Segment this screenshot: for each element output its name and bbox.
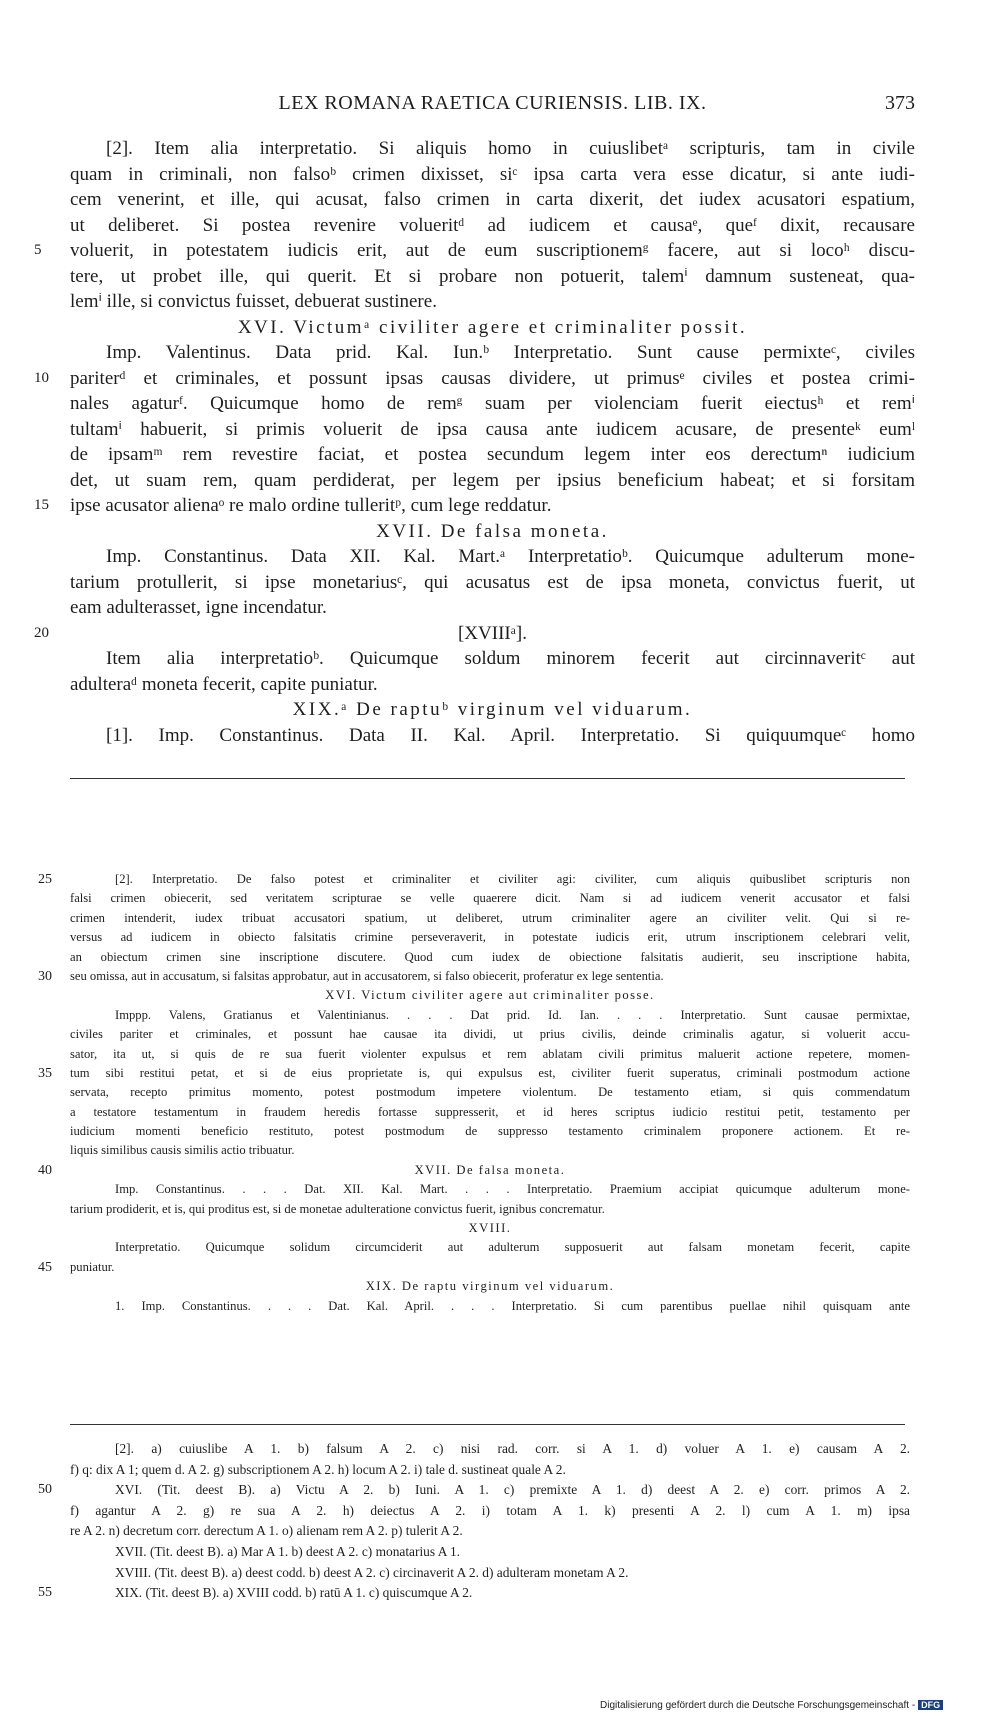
text-line — [70, 723, 915, 749]
text-line-text: ut deliberet. Si postea revenire volueritᵈ ad iudicem et causaᵉ, queᶠ dixit, recausare — [70, 214, 915, 236]
text-line-text: adulteraᵈ moneta fecerit, capite puniatur. — [70, 673, 378, 695]
text-line — [70, 391, 915, 417]
dfg-logo: DFG — [918, 1700, 943, 1710]
text-line — [70, 417, 915, 443]
commentary-line — [70, 889, 910, 908]
commentary-line — [70, 948, 910, 967]
commentary-text — [38, 870, 910, 1316]
commentary-line-text: puniatur. — [70, 1259, 115, 1274]
main-footnote-divider — [70, 778, 905, 779]
line-number: 15 — [34, 497, 49, 513]
line-number: 25 — [38, 872, 52, 887]
apparatus-line — [70, 1542, 910, 1563]
text-line-text: [XVIIIᵃ]. — [457, 622, 528, 644]
commentary-line-text: XVIII. — [468, 1221, 512, 1236]
apparatus-line — [70, 1521, 910, 1542]
text-line-text: voluerit, in potestatem iudicis erit, aut de eum suscriptionemᵍ facere, aut si locoʰ discu- — [70, 240, 915, 261]
commentary-line-text: XIX. De raptu virginum vel viduarum. — [365, 1279, 615, 1294]
apparatus-line-text: re A 2. n) decretum corr. derectum A 1. o) alienam rem A 2. p) tulerit A 2. — [70, 1523, 463, 1539]
commentary-line-heading — [70, 1219, 910, 1238]
commentary-line — [38, 1258, 910, 1277]
text-line-text: det, ut suam rem, quam perdiderat, per legem per ipsius beneficium habeat; et si forsitam — [70, 469, 915, 491]
apparatus-line-text: XVI. (Tit. deest B). a) Victu A 2. b) Iuni. A 1. c) premixte A 1. d) deest A 2. e) corr. primos A 2. — [115, 1482, 910, 1498]
text-line — [70, 544, 915, 570]
apparatus-line — [38, 1583, 910, 1604]
apparatus-line — [70, 1460, 910, 1481]
commentary-line — [70, 1045, 910, 1064]
commentary-line-text: seu omissa, aut in accusatum, si falsitas approbatur, aut in accusatorem, si falso obiecerit, proferatur ex lege sententia. — [70, 968, 664, 983]
text-line — [70, 213, 915, 239]
text-line-heading — [34, 621, 915, 647]
page-header — [70, 92, 915, 122]
commentary-line — [38, 870, 910, 889]
commentary-line-text: Imppp. Valens, Gratianus et Valentinianus. . . . Dat prid. Id. Ian. . . . Interpretatio. Sunt causae permixtae, — [115, 1007, 910, 1022]
critical-apparatus — [38, 1439, 910, 1604]
commentary-line-text: falsi crimen obiecerit, sed veritatem scripturae se velle quaerere dicit. Nam si ad iudicem venerit accusator et falsi — [70, 891, 910, 906]
apparatus-line-text: XVIII. (Tit. deest B). a) deest codd. b) deest A 2. c) circinaverit A 2. d) adulteram monetam A 2. — [115, 1564, 629, 1580]
commentary-line — [70, 1122, 910, 1141]
commentary-line-text: servata, recepto primitus momento, potest postmodum impetere violentum. De testamento etiam, si quis commendatum — [70, 1085, 910, 1100]
apparatus-line — [70, 1501, 910, 1522]
line-number: 35 — [38, 1065, 52, 1081]
commentary-line-text: [2]. Interpretatio. De falso potest et criminaliter et civiliter agi: civiliter, cum aliquis quibuslibet scripturis non — [115, 872, 910, 886]
text-line-text: tultamⁱ habuerit, si primis voluerit de ipsa causa ante iudicem acusare, de presenteᵏ eumˡ — [70, 418, 915, 440]
digitization-credit — [600, 1700, 943, 1711]
text-line-text: lemⁱ ille, si convictus fuisset, debuerat sustinere. — [70, 291, 437, 312]
commentary-line-heading — [38, 1161, 910, 1180]
line-number: 30 — [38, 968, 52, 984]
text-line — [70, 162, 915, 188]
text-line-text: cem venerint, et ille, qui acusat, falso crimen in carta dixerit, det iudex acusatori espatium, — [70, 189, 915, 210]
commentary-line-text: a testatore testamentum in fraudem heredis fortasse suppresserit, et id heres scriptus iudicio restitui petit, testamento per — [70, 1104, 910, 1119]
commentary-line — [70, 1006, 910, 1025]
text-line-text: XVI. Victumᵃ civiliter agere et criminaliter possit. — [237, 316, 748, 338]
text-line-text: XIX.ᵃ De raptuᵇ virginum vel viduarum. — [292, 699, 693, 720]
text-line-text: quam in criminali, non falsoᵇ crimen dixisset, siᶜ ipsa carta vera esse dicatur, si ante iudi- — [70, 163, 915, 185]
commentary-line-text: XVII. De falsa moneta. — [414, 1162, 566, 1177]
commentary-line — [70, 1025, 910, 1044]
commentary-line-text: tum sibi restitui petat, et si de eius proprietate is, qui expulsus est, civiliter fuerit superatus, criminali postmodum actione — [70, 1065, 910, 1080]
text-line-text: tarium protullerit, si ipse monetariusᶜ, qui acusatus est de ipsa moneta, convictus fuerit, ut — [70, 571, 915, 593]
commentary-line — [70, 1141, 910, 1160]
commentary-line-text: sator, ita ut, si quis de re sua fuerit violenter expulsus et rem ablatam civili primitus maluerit actione repetere, momen- — [70, 1046, 910, 1061]
commentary-line-text: iudicium momenti beneficio restituto, potest postmodum de suppresso testamento criminalem proponere actionem. Et re- — [70, 1124, 910, 1139]
line-number: 40 — [38, 1162, 52, 1178]
commentary-line-text: liquis similibus causis similis actio tribuatur. — [70, 1143, 295, 1158]
apparatus-line-text: XIX. (Tit. deest B). a) XVIII codd. b) ratū A 1. c) quiscumque A 2. — [115, 1585, 473, 1601]
text-line — [70, 289, 915, 315]
text-line-text: Imp. Constantinus. Data XII. Kal. Mart.ᵃ Interpretatioᵇ. Quicumque adulterum mone- — [106, 546, 915, 567]
credit-text: Digitalisierung gefördert durch die Deutsche Forschungsgemeinschaft - — [600, 1700, 916, 1711]
commentary-line — [70, 1297, 910, 1316]
line-number: 20 — [34, 624, 49, 641]
commentary-line-text: 1. Imp. Constantinus. . . . Dat. Kal. April. . . . Interpretatio. Si cum parentibus puellae nihil quisquam ante — [115, 1298, 910, 1313]
commentary-line-text: tarium prodiderit, et is, qui proditus est, si de monetae adulteratione convictus fuerit, ignibus concrematur. — [70, 1201, 605, 1216]
text-line-text: ipse acusator alienaᵒ re malo ordine tulleritᵖ, cum lege reddatur. — [70, 495, 552, 516]
commentary-line-text: Imp. Constantinus. . . . Dat. XII. Kal. Mart. . . . Interpretatio. Praemium accipiat quicumque adulterum mone- — [115, 1182, 910, 1197]
text-line-heading — [70, 315, 915, 341]
commentary-line — [38, 1064, 910, 1083]
text-line — [70, 646, 915, 672]
commentary-line — [70, 1200, 910, 1219]
commentary-line — [70, 928, 910, 947]
text-line — [70, 672, 915, 698]
commentary-line — [38, 967, 910, 986]
text-line-text: Imp. Valentinus. Data prid. Kal. Iun.ᵇ Interpretatio. Sunt cause permixteᶜ, civiles — [106, 342, 915, 363]
commentary-line-text: XVI. Victum civiliter agere aut criminaliter posse. — [325, 988, 655, 1003]
commentary-line-heading — [70, 1277, 910, 1296]
apparatus-line — [70, 1439, 910, 1460]
text-line-text: [1]. Imp. Constantinus. Data II. Kal. April. Interpretatio. Si quiquumqueᶜ homo — [106, 724, 915, 746]
main-text — [34, 136, 915, 748]
text-line-text: nales agaturᶠ. Quicumque homo de remᵍ suam per violenciam fuerit eiectusʰ et remⁱ — [70, 393, 915, 414]
commentary-line-text: crimen intenderit, iudex tribuat accusatori spatium, ut deliberet, utrum criminaliter agere an civiliter velit. Qui si re- — [70, 910, 910, 925]
commentary-line — [70, 909, 910, 928]
line-number: 10 — [34, 369, 49, 386]
line-number: 50 — [38, 1482, 52, 1498]
commentary-line-text: an obiectum crimen sine inscriptione discutere. Quod cum iudex de obiectione falsitatis audierit, seu inscriptione habita, — [70, 949, 910, 964]
commentary-line-text: Interpretatio. Quicumque solidum circumciderit aut adulterum supposuerit aut falsam monetam fecerit, capite — [115, 1240, 910, 1255]
text-line — [70, 264, 915, 290]
text-line-text: XVII. De falsa moneta. — [376, 520, 609, 542]
text-line-heading — [70, 697, 915, 723]
text-line — [70, 340, 915, 366]
apparatus-line-text: XVII. (Tit. deest B). a) Mar A 1. b) deest A 2. c) monatarius A 1. — [115, 1543, 461, 1559]
text-line — [70, 136, 915, 162]
text-line — [34, 366, 915, 392]
commentary-line — [70, 1238, 910, 1257]
commentary-line-text: versus ad iudicem in obiecto falsitatis crimine perseveraverit, in potestate iudicis erit, utrum inscriptionem celebrari velit, — [70, 930, 910, 945]
line-number: 55 — [38, 1585, 52, 1601]
apparatus-line-text: f) agantur A 2. g) re sua A 2. h) deiectus A 2. i) totam A 1. k) presenti A 2. l) cum A 1. m) ipsa — [70, 1502, 910, 1518]
line-number: 5 — [34, 242, 42, 258]
text-line — [70, 442, 915, 468]
text-line-text: Item alia interpretatioᵇ. Quicumque soldum minorem fecerit aut circinnaveritᶜ aut — [106, 648, 915, 669]
commentary-line — [70, 1180, 910, 1199]
commentary-line-text: civiles pariter et criminales, et possunt hae causae ita dividi, ut prius civilis, deinde criminalis agatur, si voluerit accu- — [70, 1027, 910, 1042]
text-line-text: de ipsamᵐ rem revestire faciat, et postea secundum legem inter eos derectumⁿ iudicium — [70, 444, 915, 465]
line-number: 45 — [38, 1259, 52, 1275]
commentary-line — [70, 1083, 910, 1102]
apparatus-line-text: f) q: dix A 1; quem d. A 2. g) subscriptionem A 2. h) locum A 2. i) tale d. sustineat quale A 2. — [70, 1461, 566, 1477]
commentary-line — [70, 1103, 910, 1122]
apparatus-line-text: [2]. a) cuiuslibe A 1. b) falsum A 2. c) nisi rad. corr. si A 1. d) voluer A 1. e) causam A 2. — [115, 1441, 910, 1456]
text-line — [70, 187, 915, 213]
text-line — [34, 493, 915, 519]
text-line-text: eam adulterasset, igne incendatur. — [70, 597, 327, 618]
text-line-text: tere, ut probet ille, qui querit. Et si probare non potuerit, talemⁱ damnum susteneat, qua- — [70, 265, 915, 287]
apparatus-line — [38, 1480, 910, 1501]
text-line-text: [2]. Item alia interpretatio. Si aliquis homo in cuiuslibetᵃ scripturis, tam in civile — [106, 138, 915, 159]
commentary-line-heading — [70, 986, 910, 1005]
text-line — [70, 570, 915, 596]
text-line — [70, 468, 915, 494]
apparatus-divider — [70, 1424, 905, 1425]
text-line-text: pariterᵈ et criminales, et possunt ipsas causas dividere, ut primusᵉ civiles et postea crimi- — [70, 367, 915, 389]
text-line — [70, 595, 915, 621]
page-number: 373 — [885, 92, 915, 114]
running-head: LEX ROMANA RAETICA CURIENSIS. LIB. IX. — [278, 92, 707, 114]
text-line — [34, 238, 915, 264]
text-line-heading — [70, 519, 915, 545]
apparatus-line — [70, 1563, 910, 1584]
